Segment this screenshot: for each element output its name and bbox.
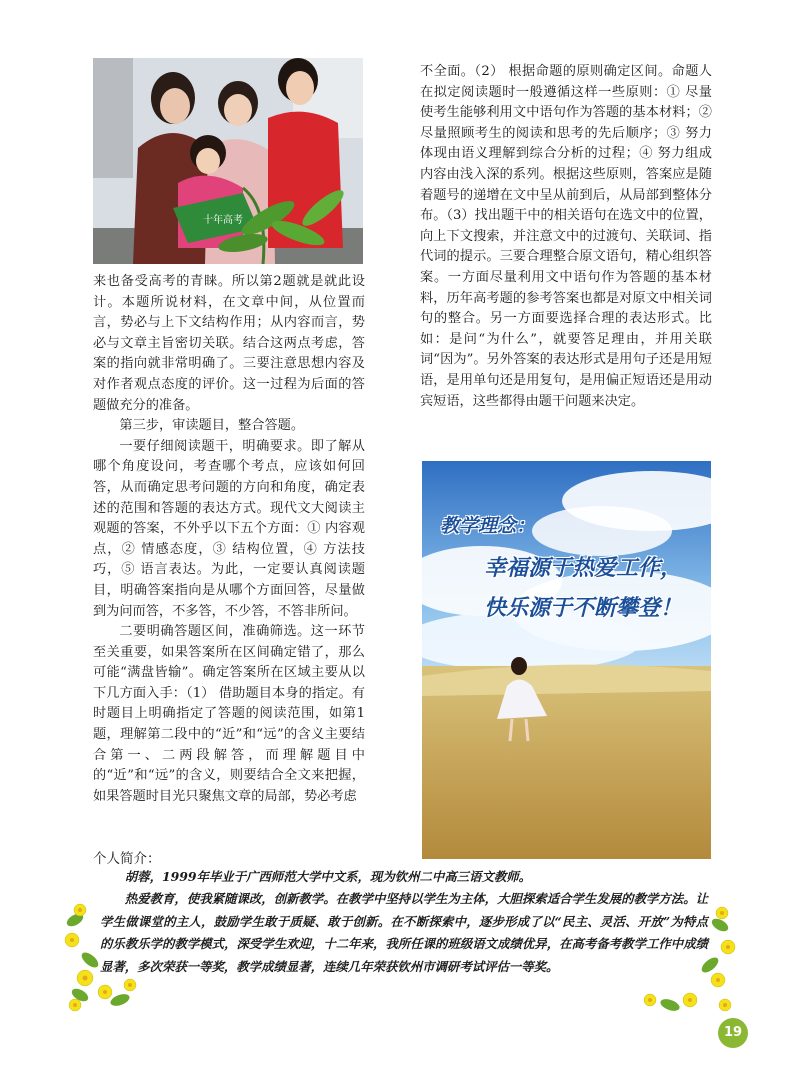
flower-decoration-right (630, 905, 740, 1015)
left-text-column (93, 272, 365, 807)
bio-label: 个人简介： (93, 851, 161, 867)
paragraph: 一要仔细阅读题干，明确要求。即了解从哪个角度设问，考查哪个考点，应该如何回答，从而确定思考问题的方向和角度，确定表述的范围和答题的表达方式。现代文大阅读主观题的答案，不外乎以下五个方面：① 内容观点，② 情感态度，③ 结构位置，④ 方法技巧，⑤ 语言表达。为此，一定要认真阅读题目，明确答案指向是从哪个方面回答，尽量做到为问而答，不多答，不少答，不答非所问。 (93, 438, 365, 619)
page-number-badge: 19 (718, 1018, 748, 1048)
teacher-students-photo (93, 58, 363, 264)
paragraph: 来也备受高考的青睐。所以第2题就是就此设计。本题所说材料，在文章中间，从位置而言，势必与上下文结构作用；从内容而言，势必与文章主旨密切关联。结合这两点考虑，答案的指向就非常明确了。三要注意思想内容及对作者观点态度的评价。这一过程为后面的答题做充分的准备。 (93, 274, 365, 413)
paragraph: 二要明确答题区间，准确筛选。这一环节至关重要，如果答案所在区间确定错了，那么可能“满盘皆输”。确定答案所在区域主要从以下几方面入手：（1） 借助题目本身的指定。有时题目上明确指定了答题的阅读范围，如第1题，理解第二段中的“近”和“远”的含义主要结合第一、二两段解答，而理解题目中的“近”和“远”的含义，则要结合全文来把握，如果答题时目光只聚焦文章的局部，势必考虑 (93, 624, 365, 804)
bio-text (100, 866, 708, 978)
paragraph: 第三步，审读题目，整合答题。 (119, 418, 305, 434)
book-title: 十年高考 (203, 215, 243, 226)
poster-line-1: 幸福源于热爱工作， (484, 556, 683, 581)
poster-line-2: 快乐源于不断攀登！ (484, 596, 683, 621)
bio-paragraph: 热爱教育，使我紧随课改，创新教学。在教学中坚持以学生为主体，大胆探索适合学生发展的教学方法。让学生做课堂的主人，鼓励学生敢于质疑、敢于创新。在不断探索中，逐步形成了以“民主、灵活、开放”为特点的乐教乐学的教学模式，深受学生欢迎，十二年来，我所任课的班级语文成绩优异，在高考备考教学工作中成绩显著，多次荣获一等奖，教学成绩显著，连续几年荣获钦州市调研考试评估一等奖。 (100, 891, 708, 974)
flower-decoration-left (60, 900, 150, 1015)
paragraph: 不全面。（2） 根据命题的原则确定区间。命题人在拟定阅读题时一般遵循这样一些原则：① 尽量使考生能够利用文中语句作为答题的基本材料；② 尽量照顾考生的阅读和思考的先后顺序；③ 努力体现由语义理解到综合分析的过程；④ 努力组成内容由浅入深的系列。根据这些原则，答案应是随着题号的递增在文中呈从前到后，从局部到整体分布。（3）找出题干中的相关语句在选文中的位置，向上下文搜索，并注意文中的过渡句、关联词、指代词的提示。三要合理整合原文语句，精心组织答案。一方面尽量利用文中语句作为答题的基本材料，历年高考题的参考答案也都是对原文中相关词句的整合。另一方面要选择合理的表达形式。比如：是问“为什么”，就要答足理由，并用关联词“因为”。另外答案的表达形式是用句子还是用短语，是用单句还是用复句，是用偏正短语还是用动宾短语，这些都得由题干问题来决定。 (420, 64, 712, 409)
teaching-philosophy-poster (422, 461, 711, 859)
bio-paragraph: 胡蓉，1999年毕业于广西师范大学中文系，现为钦州二中高三语文教师。 (124, 869, 532, 884)
right-text-column (420, 62, 712, 412)
photo-illustration (93, 58, 363, 264)
poster-heading: 教学理念： (440, 515, 536, 537)
